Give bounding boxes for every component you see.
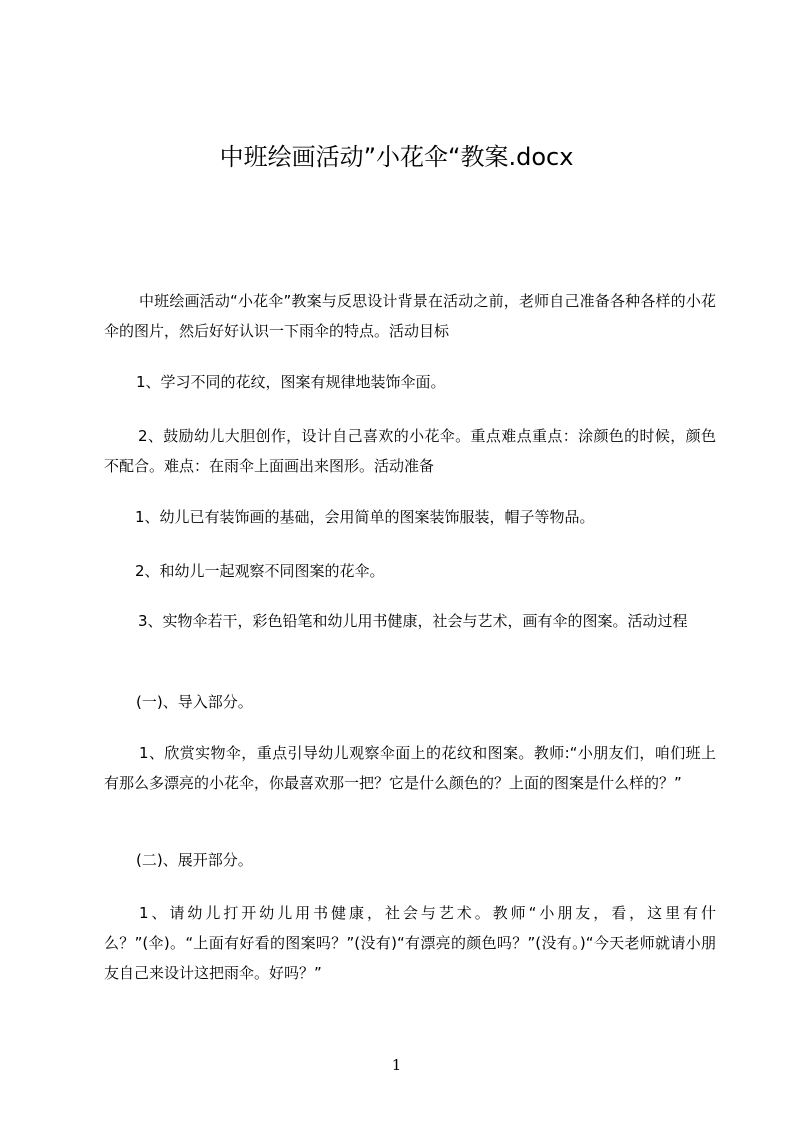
paragraph-intro-1: 1、欣赏实物伞，重点引导幼儿观察伞面上的花纹和图案。教师:“小朋友们，咱们班上有那么多漂亮的小花伞，你最喜欢那一把？它是什么颜色的？上面的图案是什么样的？” bbox=[104, 744, 716, 792]
paragraph-goal-1: 1、学习不同的花纹，图案有规律地装饰伞面。 bbox=[136, 373, 446, 391]
paragraph-prep-1: 1、幼儿已有装饰画的基础，会用简单的图案装饰服装，帽子等物品。 bbox=[135, 508, 595, 526]
document-title: 中班绘画活动”小花伞“教案.docx bbox=[219, 143, 574, 171]
paragraph-section-develop: (二)、展开部分。 bbox=[136, 851, 253, 869]
paragraph-develop-1: 1、请幼儿打开幼儿用书健康，社会与艺术。教师“小朋友，看，这里有什么？”(伞)。“上面有好看的图案吗？”(没有)“有漂亮的颜色吗？”(没有。)“今天老师就请小朋友自己来设计这把雨伞。好吗？” bbox=[104, 904, 716, 982]
paragraph-section-intro: (一)、导入部分。 bbox=[136, 693, 253, 711]
paragraph-prep-3: 3、实物伞若干，彩色铅笔和幼儿用书健康，社会与艺术，画有伞的图案。活动过程 bbox=[138, 612, 688, 630]
paragraph-goal-2: 2、鼓励幼儿大胆创作，设计自己喜欢的小花伞。重点难点重点：涂颜色的时候，颜色不配合。难点：在雨伞上面画出来图形。活动准备 bbox=[104, 427, 716, 475]
page-number: 1 bbox=[391, 1056, 402, 1074]
paragraph-background: 中班绘画活动“小花伞”教案与反思设计背景在活动之前，老师自己准备各种各样的小花伞的图片，然后好好认识一下雨伞的特点。活动目标 bbox=[104, 292, 716, 340]
paragraph-prep-2: 2、和幼儿一起观察不同图案的花伞。 bbox=[135, 562, 385, 580]
